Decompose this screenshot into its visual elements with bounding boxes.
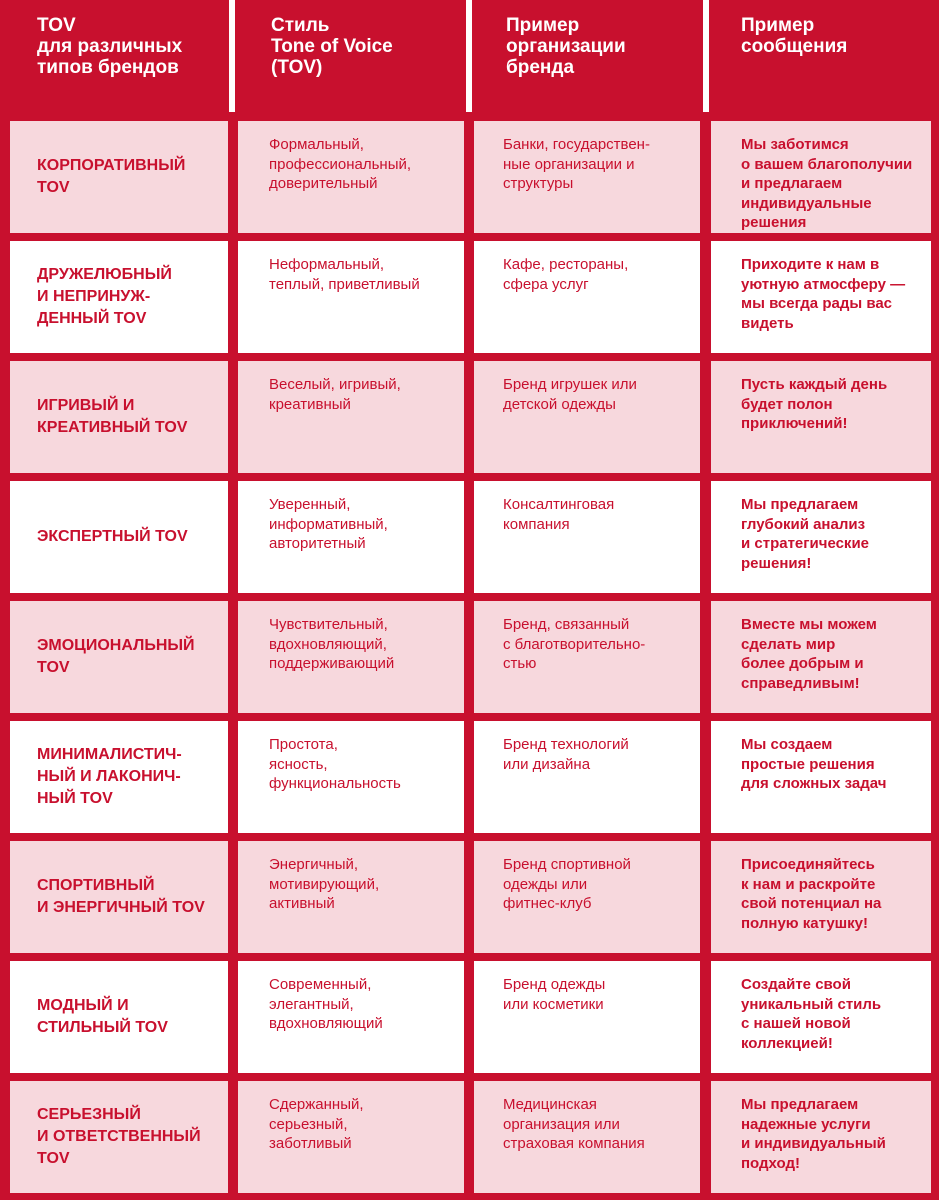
tov-type-text: СЕРЬЕЗНЫЙ И ОТВЕТСТВЕННЫЙ TOV xyxy=(37,1106,201,1167)
cell-tov-type xyxy=(9,120,229,234)
tov-type-text: СПОРТИВНЫЙ И ЭНЕРГИЧНЫЙ TOV xyxy=(37,877,205,916)
cell-org: Кафе, рестораны, сфера услуг xyxy=(473,240,701,354)
table-row xyxy=(0,600,939,714)
cell-style: Уверенный, информативный, авторитетный xyxy=(237,480,465,594)
header-divider xyxy=(466,0,472,112)
header-style: Стиль Tone of Voice (TOV) xyxy=(238,0,466,112)
table-row xyxy=(0,720,939,834)
tov-type-text: ЭМОЦИОНАЛЬНЫЙ TOV xyxy=(37,637,195,676)
cell-style: Чувствительный, вдохновляющий, поддерживающий xyxy=(237,600,465,714)
cell-tov-type xyxy=(9,1080,229,1194)
table-row xyxy=(0,240,939,354)
table-row xyxy=(0,960,939,1074)
table-row xyxy=(0,840,939,954)
cell-org: Консалтинговая компания xyxy=(473,480,701,594)
tov-table-body xyxy=(0,114,939,1200)
tov-type-text: ДРУЖЕЛЮБНЫЙ И НЕПРИНУЖ- ДЕННЫЙ TOV xyxy=(37,266,172,327)
cell-org: Бренд технологий или дизайна xyxy=(473,720,701,834)
cell-org: Бренд спортивной одежды или фитнес-клуб xyxy=(473,840,701,954)
cell-message: Приходите к нам в уютную атмосферу — мы всегда рады вас видеть xyxy=(710,240,932,354)
header-divider xyxy=(229,0,235,112)
cell-message: Присоединяйтесь к нам и раскройте свой потенциал на полную катушку! xyxy=(710,840,932,954)
cell-style: Веселый, игривый, креативный xyxy=(237,360,465,474)
cell-org: Бренд одежды или косметики xyxy=(473,960,701,1074)
cell-style: Энергичный, мотивирующий, активный xyxy=(237,840,465,954)
cell-message: Мы предлагаем глубокий анализ и стратегические решения! xyxy=(710,480,932,594)
cell-message: Мы заботимся о вашем благополучии и предлагаем индивидуальные решения xyxy=(710,120,932,234)
table-row xyxy=(0,1080,939,1194)
cell-tov-type xyxy=(9,360,229,474)
cell-tov-type xyxy=(9,720,229,834)
cell-org: Бренд игрушек или детской одежды xyxy=(473,360,701,474)
cell-style: Формальный, профессиональный, доверительный xyxy=(237,120,465,234)
cell-message: Создайте свой уникальный стиль с нашей новой коллекцией! xyxy=(710,960,932,1074)
tov-type-text: ИГРИВЫЙ И КРЕАТИВНЫЙ TOV xyxy=(37,397,188,436)
header-divider xyxy=(703,0,709,112)
cell-style: Неформальный, теплый, приветливый xyxy=(237,240,465,354)
cell-org: Банки, государствен- ные организации и структуры xyxy=(473,120,701,234)
cell-tov-type xyxy=(9,240,229,354)
cell-message: Мы создаем простые решения для сложных задач xyxy=(710,720,932,834)
table-row xyxy=(0,480,939,594)
tov-type-text: МОДНЫЙ И СТИЛЬНЫЙ TOV xyxy=(37,997,168,1036)
header-org-example: Пример организации бренда xyxy=(474,0,702,112)
cell-message: Мы предлагаем надежные услуги и индивидуальный подход! xyxy=(710,1080,932,1194)
cell-style: Сдержанный, серьезный, заботливый xyxy=(237,1080,465,1194)
cell-org: Бренд, связанный с благотворительно- стью xyxy=(473,600,701,714)
table-header xyxy=(0,0,939,114)
tov-type-text: КОРПОРАТИВНЫЙ TOV xyxy=(37,157,186,196)
tov-type-text: МИНИМАЛИСТИЧ- НЫЙ И ЛАКОНИЧ- НЫЙ TOV xyxy=(37,746,182,807)
cell-message: Пусть каждый день будет полон приключений! xyxy=(710,360,932,474)
cell-style: Простота, ясность, функциональность xyxy=(237,720,465,834)
tov-type-text: ЭКСПЕРТНЫЙ TOV xyxy=(37,528,188,545)
cell-tov-type xyxy=(9,960,229,1074)
table-row xyxy=(0,120,939,234)
cell-tov-type xyxy=(9,480,229,594)
cell-message: Вместе мы можем сделать мир более добрым и справедливым! xyxy=(710,600,932,714)
cell-style: Современный, элегантный, вдохновляющий xyxy=(237,960,465,1074)
header-tov-type: TOV для различных типов брендов xyxy=(0,0,228,112)
table-row xyxy=(0,360,939,474)
cell-tov-type xyxy=(9,600,229,714)
cell-org: Медицинская организация или страховая компания xyxy=(473,1080,701,1194)
header-message-example: Пример сообщения xyxy=(711,0,939,112)
cell-tov-type xyxy=(9,840,229,954)
